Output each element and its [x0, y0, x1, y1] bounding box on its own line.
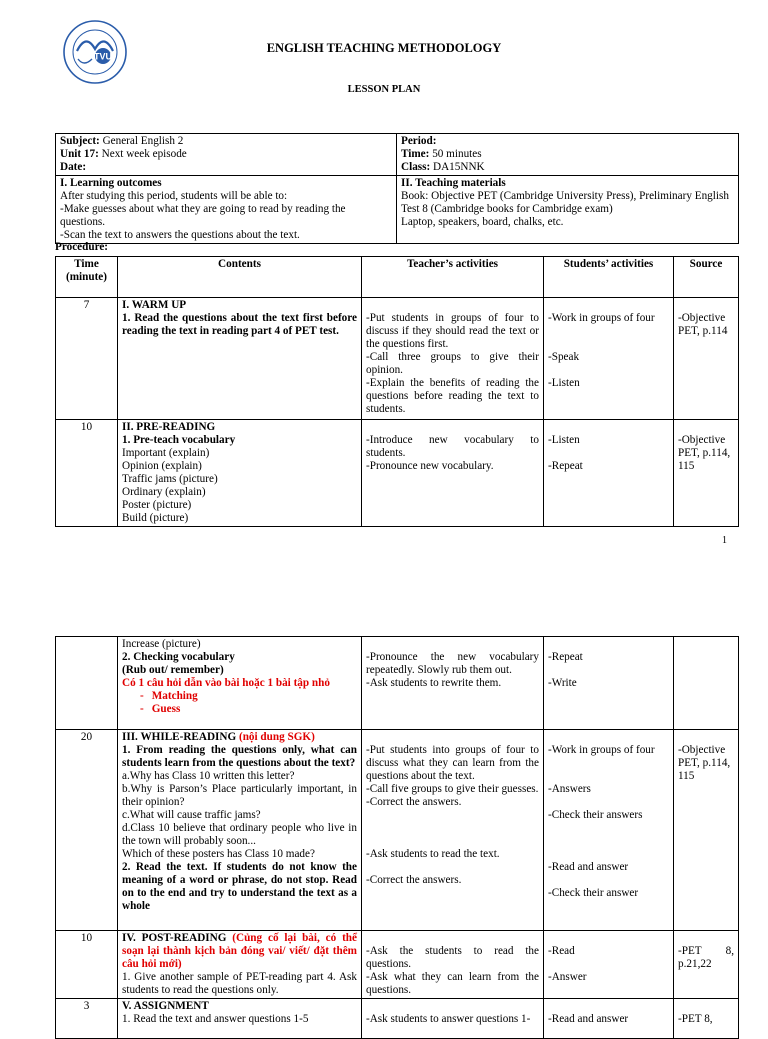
warmup-teacher-line: -Explain the benefits of reading the questions before reading the text to students.: [366, 377, 539, 415]
materials-line: Book: Objective PET (Cambridge University Press), Preliminary English Test 8 (Cambridge books for Cambridge exam): [401, 190, 729, 215]
whilereading-teacher-line: -Ask students to read the text.: [366, 848, 500, 860]
prereading-source: [674, 420, 739, 527]
question-item: c.What will cause traffic jams?: [122, 809, 261, 821]
assignment-teacher: [362, 999, 544, 1039]
postreading-content: 1. Give another sample of PET-reading part 4. Ask students to read the questions only.: [122, 971, 357, 996]
class-label: Class:: [401, 161, 431, 173]
whilereading-teacher-line: -Correct the answers.: [366, 796, 462, 808]
postreading-student-line: -Read: [548, 945, 575, 957]
outcomes-line: -Scan the text to answers the questions about the text.: [60, 229, 300, 241]
assignment-source: [674, 999, 739, 1039]
whilereading-student-line: -Answers: [548, 783, 591, 795]
unit-value: Next week episode: [98, 148, 187, 160]
procedure-table-page2: [55, 636, 739, 1039]
checking-teacher: [362, 637, 544, 730]
outcomes-line: After studying this period, students will be able to:: [60, 190, 288, 202]
lesson-info-table: [55, 133, 739, 244]
outcomes-line: -Make guesses about what they are going to read by reading the questions.: [60, 203, 346, 228]
whilereading-student-line: -Check their answers: [548, 809, 643, 821]
warmup-heading: I. WARM UP: [122, 299, 187, 311]
postreading-contents: [118, 931, 362, 999]
checking-sub2: (Rub out/ remember): [122, 664, 224, 676]
table-row-warmup: [56, 298, 739, 420]
checking-contents: [118, 637, 362, 730]
postreading-teacher: [362, 931, 544, 999]
table-row-checking: [56, 637, 739, 730]
checking-source: [674, 637, 739, 730]
col-header-teacher: Teacher’s activities: [362, 257, 544, 298]
prereading-student-line: -Listen: [548, 434, 580, 446]
checking-teacher-line: -Ask students to rewrite them.: [366, 677, 502, 689]
whilereading-students: [544, 730, 674, 931]
whilereading-time: 20: [56, 730, 118, 931]
postreading-heading-note: (Củng cố lại bài, có thể soạn lại thành kịch bản đóng vai/ viết/ đặt thêm câu hỏi mới): [122, 932, 357, 970]
whilereading-teacher: [362, 730, 544, 931]
table-row-prereading: [56, 420, 739, 527]
warmup-student-line: -Speak: [548, 351, 580, 363]
question-item: b.Why is Parson’s Place particularly important, in their opinion?: [122, 783, 357, 808]
question-item: Which of these posters has Class 10 made?: [122, 848, 315, 860]
whilereading-teacher-line: -Put students into groups of four to discuss what they can learn from the questions about the text.: [366, 744, 539, 782]
whilereading-teacher-line: -Correct the answers.: [366, 874, 462, 886]
postreading-time: 10: [56, 931, 118, 999]
info-right-cell: [397, 134, 739, 176]
checking-bullet: - Matching: [154, 690, 357, 703]
postreading-teacher-line: -Ask what they can learn from the questions.: [366, 971, 539, 996]
date-label: Date:: [60, 161, 87, 173]
vocab-item: Traffic jams (picture): [122, 473, 218, 485]
materials-heading: II. Teaching materials: [401, 177, 506, 189]
warmup-source-text: -Objective PET, p.114: [678, 312, 728, 337]
whilereading-heading-note: (nội dung SGK): [236, 731, 315, 743]
postreading-teacher-line: -Ask the students to read the questions.: [366, 945, 539, 970]
warmup-contents: [118, 298, 362, 420]
warmup-teacher-line: -Put students in groups of four to discuss if they should read the text or the questions first.: [366, 312, 539, 350]
class-value: DA15NNK: [430, 161, 485, 173]
prereading-teacher: [362, 420, 544, 527]
prereading-teacher-line: -Introduce new vocabulary to students.: [366, 434, 539, 459]
whilereading-read-heading: 2. Read the text. If students do not know the meaning of a word or phrase, do not stop. Read on to the end and try to understand the text as a whole: [122, 861, 357, 912]
prereading-sub: 1. Pre-teach vocabulary: [122, 434, 236, 446]
prereading-students: [544, 420, 674, 527]
materials-line: Laptop, speakers, board, chalks, etc.: [401, 216, 564, 228]
whilereading-student-line: -Work in groups of four: [548, 744, 655, 756]
time-label: Time:: [401, 148, 430, 160]
postreading-heading: IV. POST-READING: [122, 932, 227, 944]
table-row-postreading: [56, 931, 739, 999]
prereading-teacher-line: -Pronounce new vocabulary.: [366, 460, 494, 472]
whilereading-question-heading: 1. From reading the questions only, what can students learn from the questions about the text?: [122, 744, 357, 769]
unit-label: Unit 17:: [60, 148, 99, 160]
procedure-table-page1: [55, 256, 739, 527]
assignment-student-line: -Read and answer: [548, 1013, 629, 1025]
postreading-source: [674, 931, 739, 999]
postreading-source-text: -PET 8, p.21,22: [678, 945, 734, 970]
assignment-students: [544, 999, 674, 1039]
warmup-time: 7: [56, 298, 118, 420]
assignment-contents: [118, 999, 362, 1039]
question-item: d.Class 10 believe that ordinary people who live in the town will probably soon...: [122, 822, 357, 847]
document-title: ENGLISH TEACHING METHODOLOGY: [266, 41, 502, 55]
warmup-students: [544, 298, 674, 420]
checking-student-line: -Repeat: [548, 651, 583, 663]
teaching-materials-cell: [397, 176, 739, 244]
warmup-teacher: [362, 298, 544, 420]
whilereading-teacher-line: -Call five groups to give their guesses.: [366, 783, 539, 795]
subject-label: Subject:: [60, 135, 100, 147]
assignment-content: 1. Read the text and answer questions 1-5: [122, 1013, 309, 1025]
vocab-item: Ordinary (explain): [122, 486, 206, 498]
time-value: 50 minutes: [429, 148, 482, 160]
period-label: Period:: [401, 135, 437, 147]
assignment-heading: V. ASSIGNMENT: [122, 1000, 209, 1012]
whilereading-heading: III. WHILE-READING: [122, 731, 237, 743]
table-row-assignment: [56, 999, 739, 1039]
question-item: a.Why has Class 10 written this letter?: [122, 770, 295, 782]
checking-note: Có 1 câu hỏi dẫn vào bài hoặc 1 bài tập nhỏ: [122, 677, 330, 689]
whilereading-source-text: -Objective PET, p.114, 115: [678, 744, 731, 782]
assignment-time: 3: [56, 999, 118, 1039]
prereading-source-text: -Objective PET, p.114, 115: [678, 434, 731, 472]
vocab-item: Increase (picture): [122, 638, 201, 650]
prereading-student-line: -Repeat: [548, 460, 583, 472]
col-header-source: Source: [674, 257, 739, 298]
prereading-time: 10: [56, 420, 118, 527]
warmup-student-line: -Listen: [548, 377, 580, 389]
procedure-label: Procedure:: [55, 241, 109, 253]
col-header-time: Time (minute): [56, 257, 118, 298]
checking-time: [56, 637, 118, 730]
warmup-source: [674, 298, 739, 420]
checking-bullet: - Guess: [154, 703, 357, 716]
col-header-students: Students’ activities: [544, 257, 674, 298]
info-left-cell: [56, 134, 397, 176]
document-subtitle: LESSON PLAN: [347, 84, 421, 95]
learning-outcomes-cell: [56, 176, 397, 244]
page-number: 1: [722, 535, 727, 546]
vocab-item: Build (picture): [122, 512, 189, 524]
warmup-teacher-line: -Call three groups to give their opinion.: [366, 351, 539, 376]
whilereading-student-line: -Read and answer: [548, 861, 629, 873]
vocab-item: Poster (picture): [122, 499, 192, 511]
vocab-item: Opinion (explain): [122, 460, 202, 472]
whilereading-student-line: -Check their answer: [548, 887, 639, 899]
checking-sub: 2. Checking vocabulary: [122, 651, 235, 663]
checking-students: [544, 637, 674, 730]
checking-student-line: -Write: [548, 677, 577, 689]
subject-value: General English 2: [99, 135, 184, 147]
whilereading-source: [674, 730, 739, 931]
assignment-source-text: -PET 8,: [678, 1013, 713, 1025]
vocab-item: Important (explain): [122, 447, 210, 459]
prereading-heading: II. PRE-READING: [122, 421, 216, 433]
logo-letters: TVU: [94, 51, 112, 62]
postreading-student-line: -Answer: [548, 971, 587, 983]
warmup-content: 1. Read the questions about the text first before reading the text in reading part 4 of PET test.: [122, 312, 357, 337]
checking-teacher-line: -Pronounce the new vocabulary repeatedly. Slowly rub them out.: [366, 651, 539, 676]
table-row-whilereading: [56, 730, 739, 931]
assignment-teacher-line: -Ask students to answer questions 1-: [366, 1013, 531, 1025]
postreading-students: [544, 931, 674, 999]
outcomes-heading: I. Learning outcomes: [60, 177, 162, 189]
table-header-row: [56, 257, 739, 298]
whilereading-contents: [118, 730, 362, 931]
warmup-student-line: -Work in groups of four: [548, 312, 655, 324]
prereading-contents: [118, 420, 362, 527]
col-header-contents: Contents: [118, 257, 362, 298]
